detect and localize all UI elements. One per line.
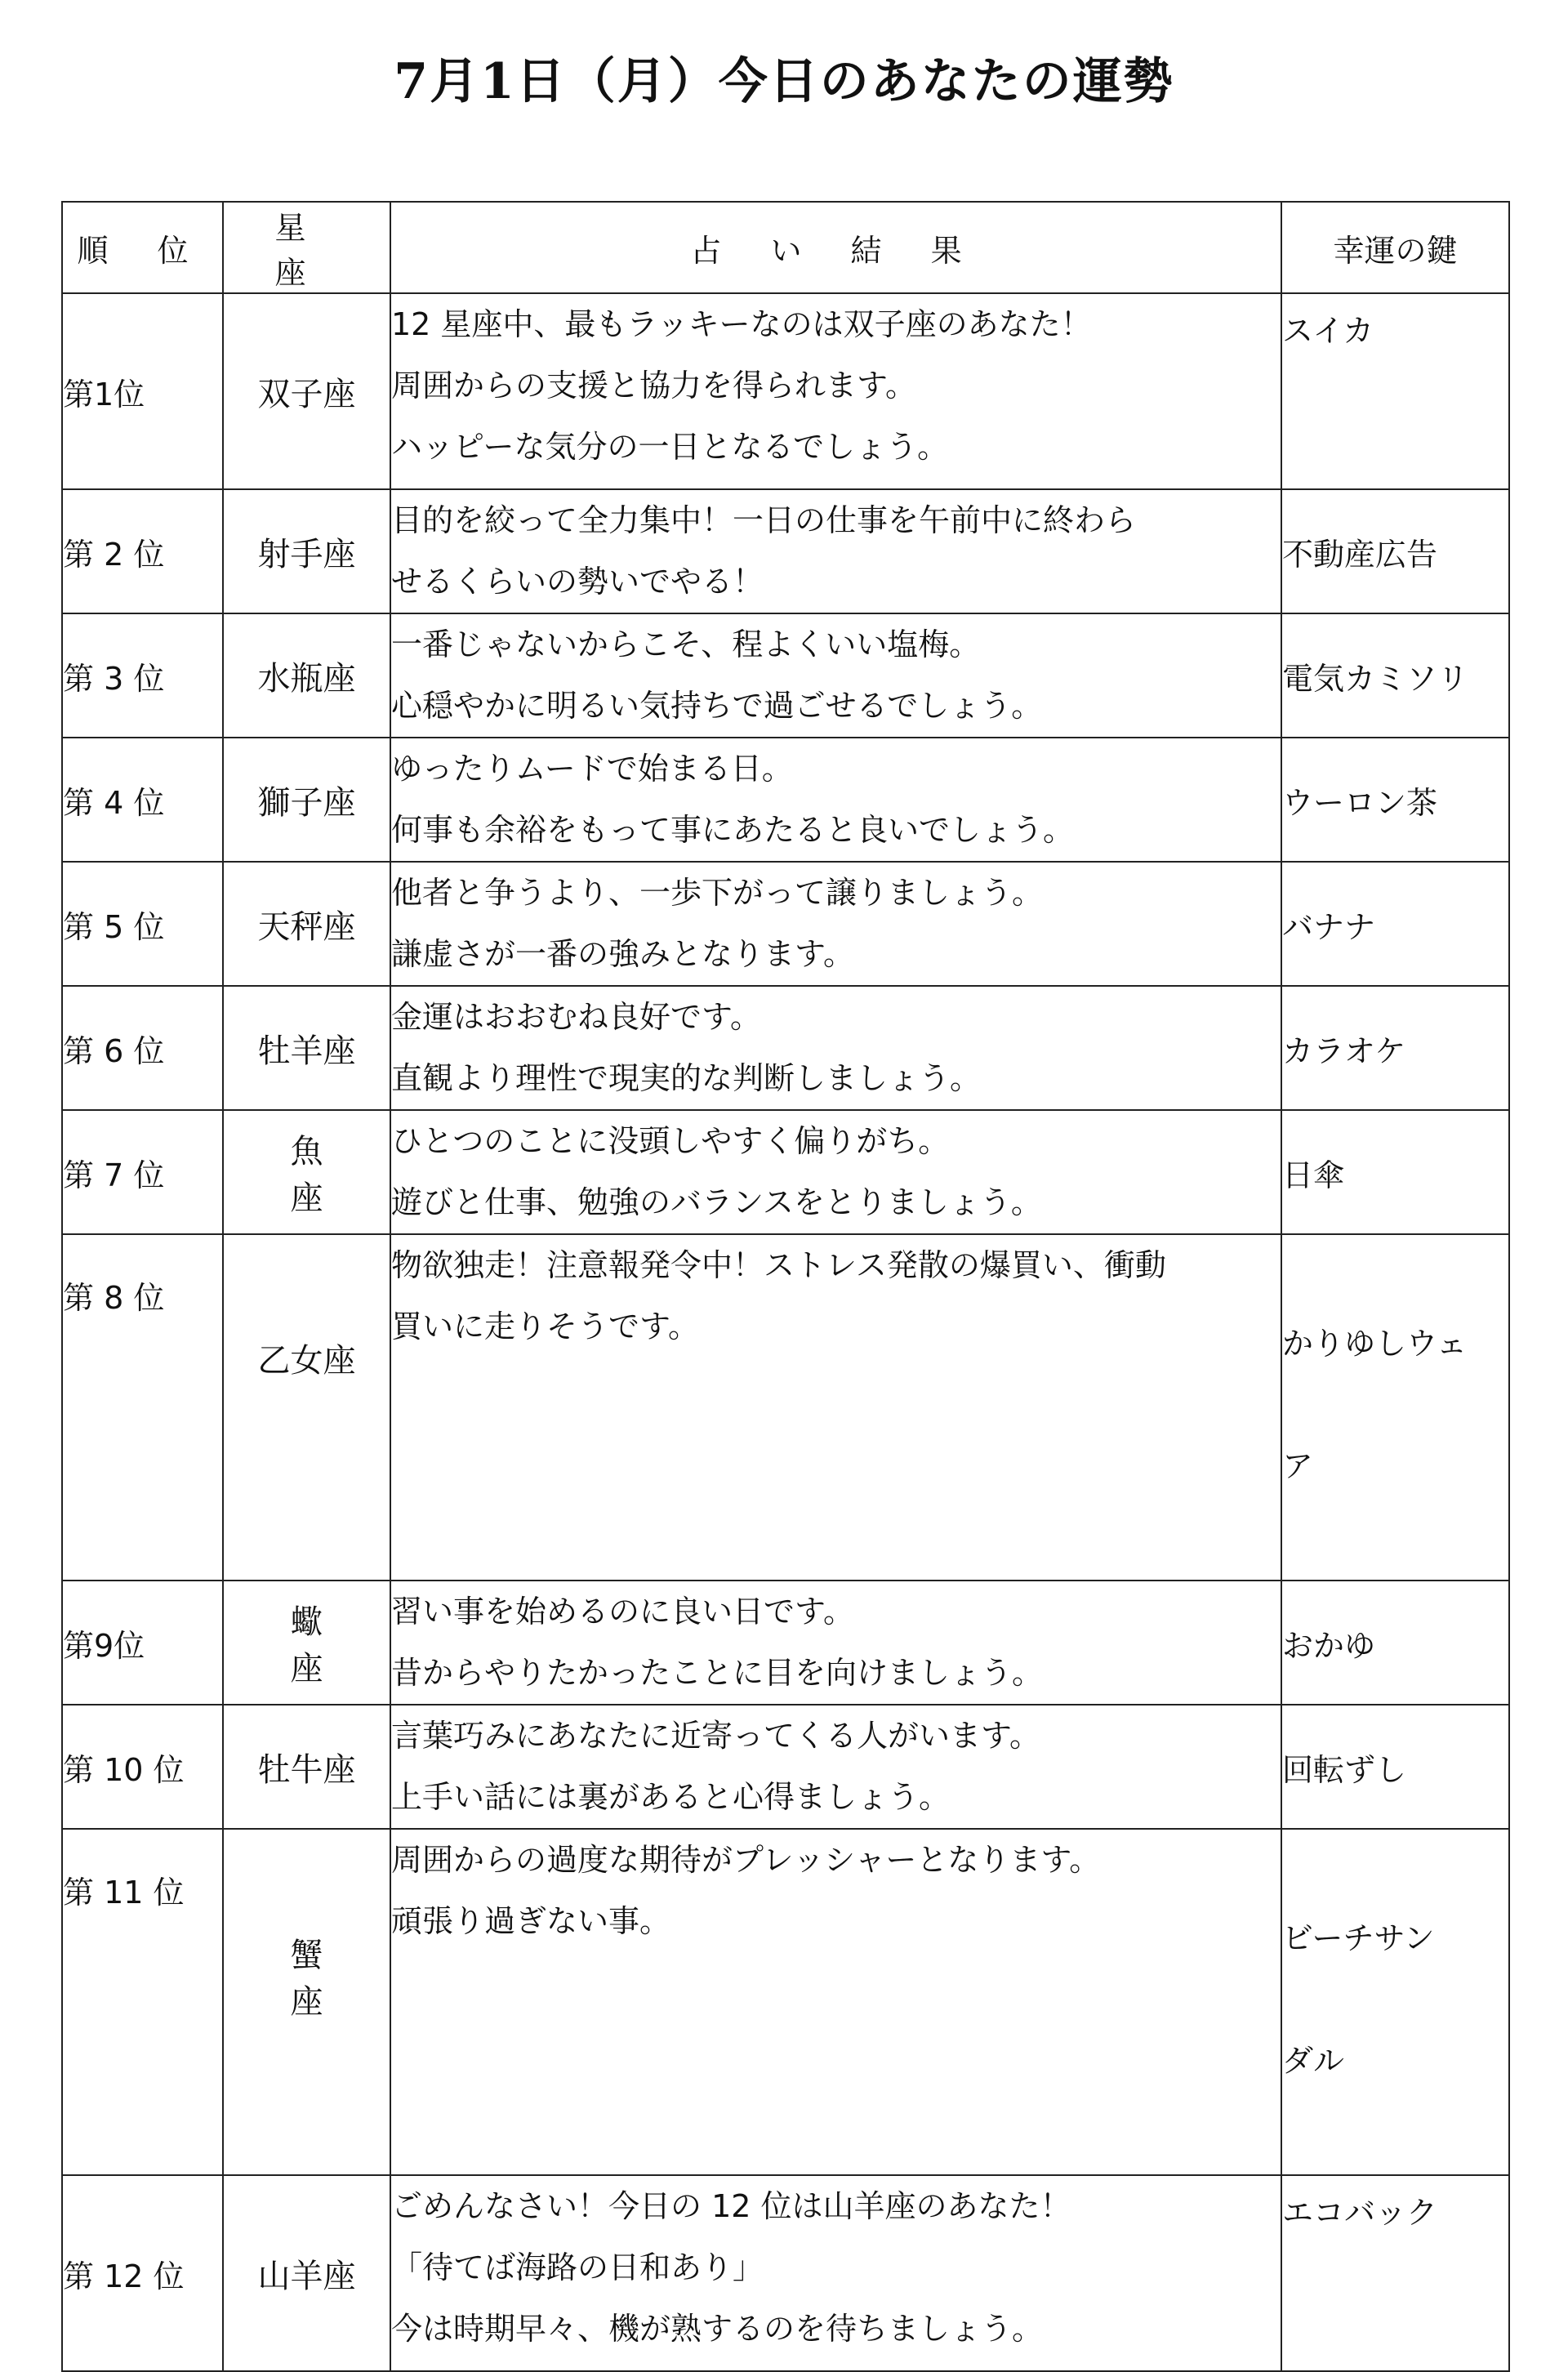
result-cell bbox=[390, 1581, 1281, 1705]
result-cell bbox=[390, 1705, 1281, 1829]
result-cell bbox=[390, 613, 1281, 738]
result-line: 買いに走りそうです。 bbox=[391, 1309, 699, 1344]
lucky-key-cell bbox=[1281, 1581, 1509, 1705]
result-line: 一番じゃないからこそ、程よくいい塩梅。 bbox=[391, 626, 981, 662]
lucky-key: ダル bbox=[1282, 2043, 1345, 2079]
rank-cell: 第 5 位 bbox=[62, 862, 223, 986]
result-line: 目的を絞って全力集中！一日の仕事を午前中に終わら bbox=[391, 502, 1137, 538]
lucky-key: 日傘 bbox=[1282, 1157, 1345, 1193]
table-row bbox=[62, 1705, 1509, 1829]
lucky-key-cell bbox=[1281, 738, 1509, 862]
result-line: 「待てば海路の日和あり」 bbox=[391, 2249, 764, 2285]
sign-cell: 牡牛座 bbox=[223, 1705, 390, 1829]
rank-cell: 第 8 位 bbox=[62, 1234, 223, 1581]
lucky-key-cell bbox=[1281, 293, 1509, 489]
rank-cell: 第 6 位 bbox=[62, 986, 223, 1110]
table-row bbox=[62, 2175, 1509, 2371]
lucky-key: ウーロン茶 bbox=[1282, 784, 1438, 821]
lucky-key-cell bbox=[1281, 1705, 1509, 1829]
table-header-row bbox=[62, 202, 1509, 293]
table-row bbox=[62, 862, 1509, 986]
sign-cell: 山羊座 bbox=[223, 2175, 390, 2371]
header-rank: 順 位 bbox=[62, 202, 223, 293]
result-cell bbox=[390, 293, 1281, 489]
sign-cell: 水瓶座 bbox=[223, 613, 390, 738]
result-cell bbox=[390, 862, 1281, 986]
sign-cell: 牡羊座 bbox=[223, 986, 390, 1110]
result-cell bbox=[390, 1234, 1281, 1581]
result-line: ごめんなさい！今日の 12 位は山羊座のあなた！ bbox=[391, 2188, 1071, 2224]
result-line: 上手い話には裏があると心得ましょう。 bbox=[391, 1779, 951, 1815]
lucky-key: かりゆしウェ bbox=[1282, 1326, 1468, 1362]
rank-cell: 第 2 位 bbox=[62, 489, 223, 613]
result-line: 言葉巧みにあなたに近寄ってくる人がいます。 bbox=[391, 1718, 1040, 1754]
result-line: 周囲からの過度な期待がプレッシャーとなります。 bbox=[391, 1842, 1101, 1878]
sign-cell: 乙女座 bbox=[223, 1234, 390, 1581]
rank-cell: 第 12 位 bbox=[62, 2175, 223, 2371]
lucky-key: ビーチサン bbox=[1282, 1920, 1435, 1956]
result-line: せるくらいの勢いでやる！ bbox=[391, 564, 764, 600]
rank-cell: 第9位 bbox=[62, 1581, 223, 1705]
lucky-key: 不動産広告 bbox=[1282, 536, 1438, 573]
lucky-key: バナナ bbox=[1282, 908, 1376, 945]
rank-cell: 第1位 bbox=[62, 293, 223, 489]
result-line: 12 星座中、最もラッキーなのは双子座のあなた！ bbox=[391, 306, 1092, 342]
fortune-table bbox=[61, 201, 1510, 2372]
lucky-key: エコバック bbox=[1282, 2195, 1438, 2231]
header-sign: 星 座 bbox=[223, 202, 390, 293]
lucky-key: 電気カミソリ bbox=[1282, 660, 1469, 697]
result-line: ひとつのことに没頭しやすく偏りがち。 bbox=[391, 1123, 950, 1159]
lucky-key: カラオケ bbox=[1282, 1032, 1406, 1069]
result-line: 遊びと仕事、勉強のバランスをとりましょう。 bbox=[391, 1184, 1042, 1220]
result-cell bbox=[390, 1829, 1281, 2175]
lucky-key-cell bbox=[1281, 862, 1509, 986]
rank-cell: 第 3 位 bbox=[62, 613, 223, 738]
table-row bbox=[62, 1829, 1509, 2175]
result-line: 謙虚さが一番の強みとなります。 bbox=[391, 936, 854, 972]
sign-cell: 天秤座 bbox=[223, 862, 390, 986]
result-line: 周囲からの支援と協力を得られます。 bbox=[391, 368, 916, 404]
sign-cell: 蠍座 bbox=[223, 1581, 390, 1705]
page-title: 7月1日（月）今日のあなたの運勢 bbox=[394, 53, 1174, 110]
lucky-key-cell bbox=[1281, 1829, 1509, 2175]
lucky-key: ア bbox=[1282, 1448, 1314, 1484]
rank-cell: 第 10 位 bbox=[62, 1705, 223, 1829]
lucky-key: スイカ bbox=[1282, 313, 1374, 349]
rank-cell: 第 11 位 bbox=[62, 1829, 223, 2175]
sign-cell: 魚座 bbox=[223, 1110, 390, 1234]
table-row bbox=[62, 738, 1509, 862]
result-line: ハッピーな気分の一日となるでしょう。 bbox=[391, 429, 949, 465]
lucky-key-cell bbox=[1281, 1110, 1509, 1234]
result-line: 昔からやりたかったことに目を向けましょう。 bbox=[391, 1655, 1044, 1691]
lucky-key-cell bbox=[1281, 986, 1509, 1110]
lucky-key: おかゆ bbox=[1282, 1627, 1376, 1664]
lucky-key: 回転ずし bbox=[1282, 1751, 1407, 1788]
header-key: 幸運の鍵 bbox=[1281, 202, 1509, 293]
result-cell bbox=[390, 489, 1281, 613]
result-line: ゆったりムードで始まる日。 bbox=[391, 751, 793, 787]
lucky-key-cell bbox=[1281, 489, 1509, 613]
result-line: 今は時期早々、機が熟するのを待ちましょう。 bbox=[391, 2311, 1044, 2347]
sign-cell: 獅子座 bbox=[223, 738, 390, 862]
table-row bbox=[62, 1234, 1509, 1581]
lucky-key-cell bbox=[1281, 2175, 1509, 2371]
table-row bbox=[62, 613, 1509, 738]
table-row bbox=[62, 293, 1509, 489]
table-row bbox=[62, 986, 1509, 1110]
result-line: 何事も余裕をもって事にあたると良いでしょう。 bbox=[391, 812, 1075, 848]
table-row bbox=[62, 1581, 1509, 1705]
header-result: 占 い 結 果 bbox=[390, 202, 1281, 293]
result-line: 心穏やかに明るい気持ちで過ごせるでしょう。 bbox=[391, 688, 1043, 724]
result-cell bbox=[390, 2175, 1281, 2371]
lucky-key-cell bbox=[1281, 1234, 1509, 1581]
result-line: 習い事を始めるのに良い日です。 bbox=[391, 1594, 854, 1630]
rank-cell: 第 7 位 bbox=[62, 1110, 223, 1234]
result-cell bbox=[390, 738, 1281, 862]
table-row bbox=[62, 489, 1509, 613]
result-line: 金運はおおむね良好です。 bbox=[391, 999, 761, 1035]
result-line: 物欲独走！注意報発令中！ストレス発散の爆買い、衝動 bbox=[391, 1247, 1166, 1283]
sign-cell: 蟹座 bbox=[223, 1829, 390, 2175]
lucky-key-cell bbox=[1281, 613, 1509, 738]
rank-cell: 第 4 位 bbox=[62, 738, 223, 862]
result-line: 頑張り過ぎない事。 bbox=[391, 1903, 671, 1939]
result-cell bbox=[390, 1110, 1281, 1234]
result-line: 直観より理性で現実的な判断しましょう。 bbox=[391, 1060, 982, 1096]
result-cell bbox=[390, 986, 1281, 1110]
result-line: 他者と争うより、一歩下がって譲りましょう。 bbox=[391, 875, 1044, 911]
sign-cell: 双子座 bbox=[223, 293, 390, 489]
table-row bbox=[62, 1110, 1509, 1234]
sign-cell: 射手座 bbox=[223, 489, 390, 613]
